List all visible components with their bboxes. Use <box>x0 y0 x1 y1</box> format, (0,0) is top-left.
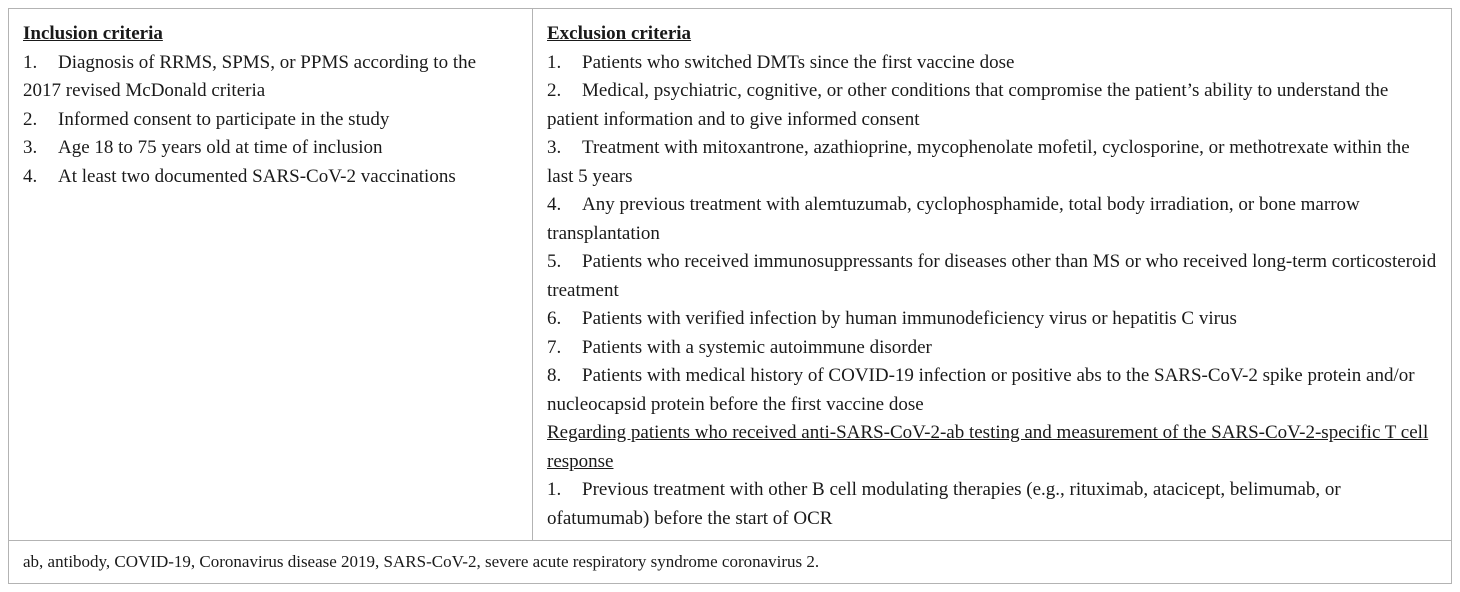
list-item <box>547 334 1437 363</box>
item-number: 2. <box>23 108 38 130</box>
list-item <box>547 362 1437 419</box>
list-item <box>547 134 1437 191</box>
item-number: 1. <box>547 51 562 73</box>
item-number: 5. <box>547 251 562 272</box>
exclusion-heading: Exclusion criteria <box>547 23 692 44</box>
item-text: Diagnosis of RRMS, SPMS, or PPMS according to the 2017 revised McDonald criteria <box>23 51 477 101</box>
item-text: Previous treatment with other B cell modulating therapies (e.g., rituximab, atacicept, belimumab, or ofatumumab) before the start of OCR <box>547 479 1341 529</box>
item-number: 6. <box>547 308 562 329</box>
item-number: 3. <box>547 137 562 158</box>
list-item <box>547 305 1437 334</box>
list-item <box>547 49 1437 78</box>
exclusion-list <box>547 49 1437 420</box>
criteria-table <box>8 8 1452 584</box>
list-item <box>23 49 518 106</box>
item-text: Patients with a systemic autoimmune disorder <box>582 336 932 358</box>
list-item <box>547 191 1437 248</box>
list-item <box>23 163 518 192</box>
item-text: Age 18 to 75 years old at time of inclusion <box>58 137 383 158</box>
list-item <box>547 248 1437 305</box>
table-footnote: ab, antibody, COVID-19, Coronavirus disease 2019, SARS-CoV-2, severe acute respiratory syndrome coronavirus 2. <box>23 552 820 571</box>
inclusion-cell <box>9 9 533 540</box>
item-number: 8. <box>547 365 562 386</box>
criteria-row <box>9 9 1451 541</box>
list-item <box>23 134 518 163</box>
item-number: 1. <box>23 51 38 73</box>
item-number: 3. <box>23 137 38 158</box>
list-item <box>547 476 1437 533</box>
list-item <box>23 106 518 135</box>
item-text: Informed consent to participate in the study <box>58 108 390 130</box>
exclusion-sub-list <box>547 476 1437 533</box>
item-text: Medical, psychiatric, cognitive, or other conditions that compromise the patient’s ability to understand the patient information and to give informed consent <box>547 80 1389 130</box>
item-text: Patients with medical history of COVID-19 infection or positive abs to the SARS-CoV-2 spike protein and/or nucleocapsid protein before the first vaccine dose <box>547 365 1415 415</box>
item-number: 7. <box>547 336 562 358</box>
exclusion-subheading: Regarding patients who received anti-SARS-CoV-2-ab testing and measurement of the SARS-CoV-2-specific T cell response <box>547 422 1429 472</box>
inclusion-list <box>23 49 518 192</box>
item-number: 2. <box>547 80 562 101</box>
item-number: 4. <box>547 194 562 215</box>
item-text: Treatment with mitoxantrone, azathioprine, mycophenolate mofetil, cyclosporine, or methotrexate within the last 5 years <box>547 137 1410 187</box>
item-number: 4. <box>23 165 38 187</box>
item-text: Patients with verified infection by human immunodeficiency virus or hepatitis C virus <box>582 308 1237 329</box>
exclusion-cell <box>533 9 1451 540</box>
item-text: Any previous treatment with alemtuzumab, cyclophosphamide, total body irradiation, or bone marrow transplantation <box>547 194 1360 244</box>
item-text: Patients who switched DMTs since the first vaccine dose <box>582 51 1015 73</box>
list-item <box>547 77 1437 134</box>
inclusion-heading: Inclusion criteria <box>23 23 163 44</box>
item-text: Patients who received immunosuppressants for diseases other than MS or who received long-term corticosteroid treatment <box>547 251 1437 301</box>
item-number: 1. <box>547 479 562 500</box>
item-text: At least two documented SARS-CoV-2 vaccinations <box>58 165 456 187</box>
